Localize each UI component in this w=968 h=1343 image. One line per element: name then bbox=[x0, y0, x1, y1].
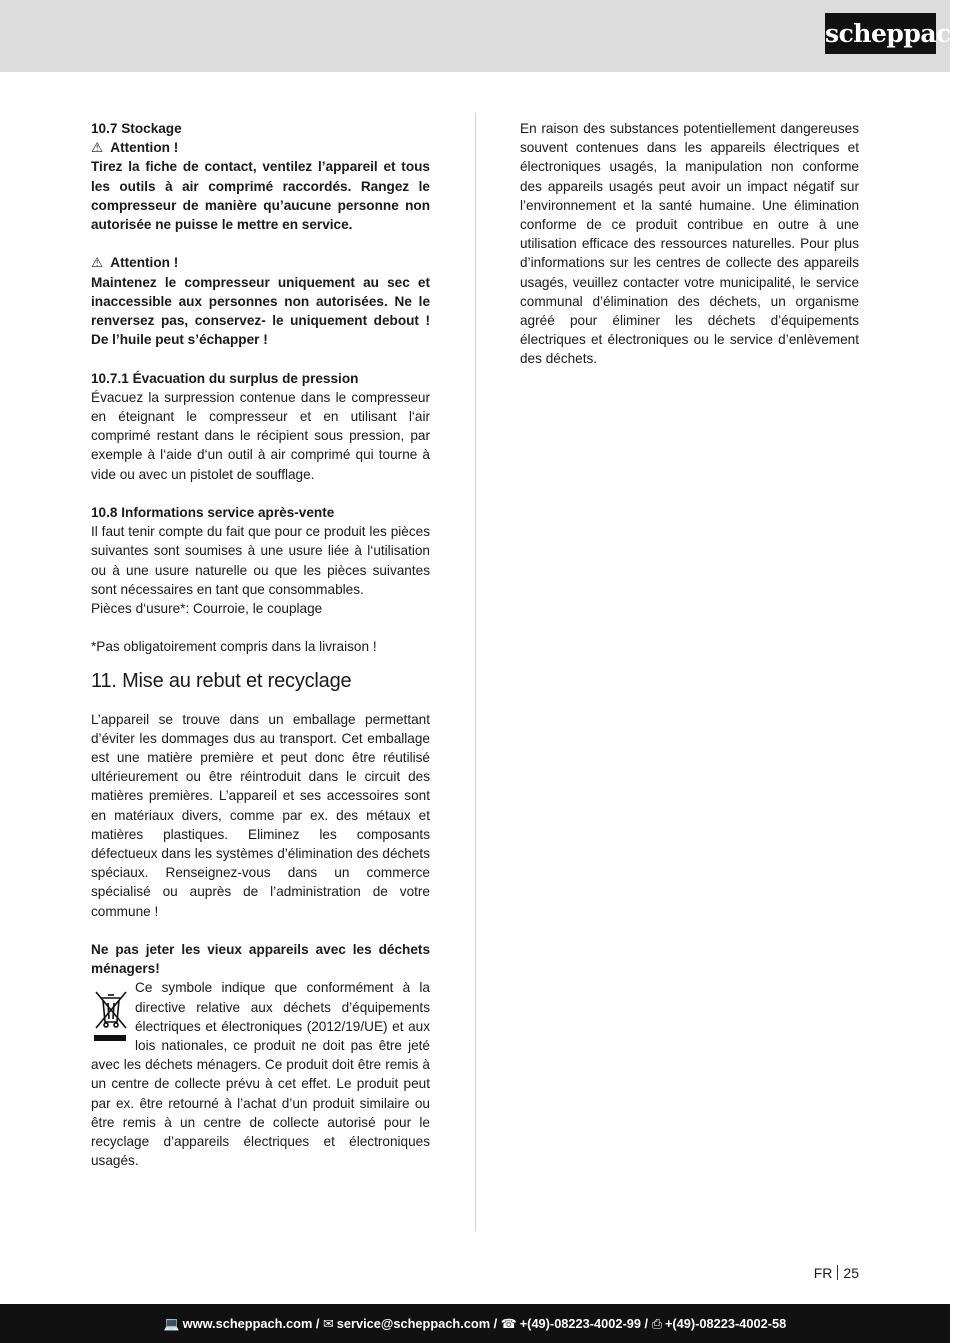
warning-1-text: Tirez la fiche de contact, ventilez l’appareil et tous les outils à air comprimé raccordés. Rangez le compresseur de manière qu’aucune personne non autorisée ne puisse le mettre en service. bbox=[91, 159, 430, 233]
section-10-7-1-title: 10.7.1 Évacuation du surplus de pression bbox=[91, 370, 359, 386]
delivery-note: *Pas obligatoirement compris dans la livraison ! bbox=[91, 639, 377, 655]
section-10-7-title: 10.7 Stockage bbox=[91, 121, 182, 136]
weee-title: Ne pas jeter les vieux appareils avec les déchets ménagers! bbox=[91, 942, 430, 977]
right-column bbox=[520, 119, 859, 369]
fax-icon: ⎙ bbox=[651, 1316, 662, 1331]
warning-1-label: Attention ! bbox=[110, 140, 179, 156]
left-column bbox=[91, 119, 430, 1170]
column-divider bbox=[475, 113, 476, 1231]
scheppach-logo: scheppach bbox=[825, 13, 936, 54]
page-number bbox=[814, 1264, 859, 1282]
footer-email[interactable]: service@scheppach.com / bbox=[336, 1316, 498, 1331]
warning-2-text: Maintenez le compresseur uniquement au sec et inaccessible aux personnes non autorisées. Ne le renversez pas, conservez- le uniquement debout ! De l’huile peut s’échapper ! bbox=[91, 274, 430, 348]
warning-triangle-icon: ⚠ bbox=[91, 140, 104, 156]
footer-phone: +(49)-08223-4002-99 / bbox=[519, 1316, 649, 1331]
computer-icon: 💻 bbox=[163, 1316, 180, 1331]
section-11-text: L’appareil se trouve dans un emballage permettant d’éviter les dommages dus au transport. Cet emballage est une matière première et peut donc être réutilisé ultérieurement ou être réintroduit dans le circuit des matières premières. L’appareil et ses accessoires sont en matériaux divers, comme par ex. des métaux et matières plastiques. Eliminez les composants défectueux dans les systèmes d’élimination des déchets spéciaux. Renseignez-vous dans un commerce spécialisé ou auprès de l’administration de votre commune ! bbox=[91, 711, 430, 919]
footer-fax: +(49)-08223-4002-58 bbox=[664, 1316, 787, 1331]
page-number-divider bbox=[837, 1265, 838, 1280]
weee-text: Ce symbole indique que conformément à la directive relative aux déchets d’équipements électriques et électroniques (2012/19/UE) et aux lois nationales, ce produit ne doit pas être jeté avec les déchets ménagers. Ce produit doit être remis à un centre de collecte prévu à cet effet. Le produit peut par ex. être retourné à l’achat d’un produit similaire ou être remis à un centre de collecte autorisé pour le recyclage d’appareils électriques et électroniques usagés. bbox=[91, 980, 430, 1169]
section-10-7-1-text: Évacuez la surpression contenue dans le compresseur en éteignant le compresseur et en utilisant l‘air comprimé restant dans le récipient sous pression, par exemple à l‘aide d‘un outil à air comprimé qui tourne à vide ou avec un pistolet de soufflage. bbox=[91, 389, 430, 482]
crossed-bin-icon bbox=[91, 984, 131, 1044]
page-footer bbox=[0, 1304, 950, 1343]
phone-icon: ☎ bbox=[500, 1316, 517, 1331]
warning-2-label: Attention ! bbox=[110, 255, 179, 271]
mail-icon: ✉ bbox=[323, 1316, 334, 1331]
disposal-info-text: En raison des substances potentiellement dangereuses souvent contenues dans les appareils électriques et électroniques usagés, la manipulation non conforme des appareils usagés peut avoir un impact négatif sur l’environnement et la santé humaine. Une élimination conforme de ce produit contribue en outre à une utilisation efficace des ressources naturelles. Pour plus d’informations sur les centres de collecte des appareils usagés, veuillez contacter votre municipalité, le service communal d’élimination des déchets, un organisme agréé pour éliminer les déchets d’équipements électriques et électroniques ou le service d’enlèvement des déchets. bbox=[520, 121, 859, 367]
page-header bbox=[0, 0, 968, 72]
section-11-title: 11. Mise au rebut et recyclage bbox=[91, 669, 352, 692]
page-number-value: 25 bbox=[843, 1265, 859, 1281]
weee-block bbox=[91, 978, 430, 1170]
section-10-8-text: Il faut tenir compte du fait que pour ce produit les pièces suivantes sont soumises à une usure liée à l‘utilisation ou à une usure naturelle ou que les pièces suivantes sont nécessaires en tant que consommables. bbox=[91, 524, 430, 597]
section-10-8-title: 10.8 Informations service après-vente bbox=[91, 505, 335, 521]
warning-2-heading bbox=[91, 253, 430, 272]
wear-parts-line: Pièces d‘usure*: Courroie, le couplage bbox=[91, 601, 323, 617]
language-code: FR bbox=[813, 1265, 833, 1281]
warning-triangle-icon: ⚠ bbox=[91, 255, 104, 271]
warning-1-heading bbox=[91, 138, 430, 157]
footer-website[interactable]: www.scheppach.com / bbox=[182, 1316, 320, 1331]
